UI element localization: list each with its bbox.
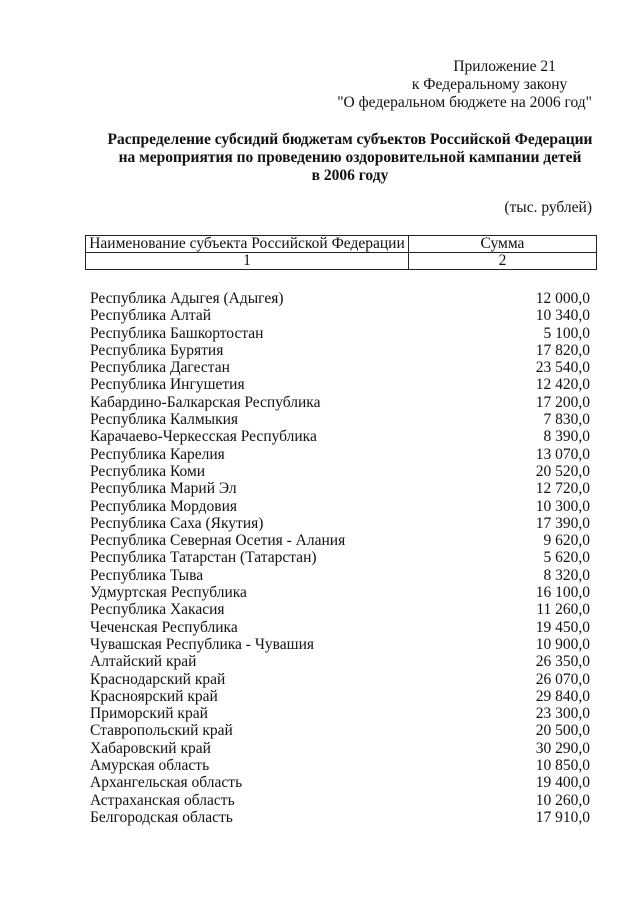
appendix-law-ref: к Федеральному закону <box>411 76 568 93</box>
table-body <box>90 290 590 826</box>
appendix-header <box>337 58 592 112</box>
table-row <box>90 671 590 688</box>
region-amount: 5 100,0 <box>543 324 590 342</box>
region-name: Белгородская область <box>90 808 233 826</box>
region-amount: 11 260,0 <box>536 601 590 619</box>
region-name: Республика Бурятия <box>90 341 224 359</box>
table-row <box>90 740 590 757</box>
region-name: Республика Саха (Якутия) <box>90 514 264 532</box>
table-row <box>90 411 590 428</box>
table-row <box>90 757 590 774</box>
region-amount: 23 300,0 <box>535 705 590 723</box>
region-amount: 23 540,0 <box>535 359 590 377</box>
column-header-name: Наименование субъекта Российской Федерации <box>86 236 409 253</box>
region-name: Республика Башкортостан <box>90 324 264 342</box>
table-row <box>90 307 590 324</box>
table-row <box>90 359 590 376</box>
region-name: Архангельская область <box>90 774 243 792</box>
region-name: Республика Алтай <box>90 307 212 325</box>
table-row <box>90 792 590 809</box>
table-row <box>90 722 590 739</box>
appendix-law-title: "О федеральном бюджете на 2006 год" <box>337 94 592 111</box>
table-row <box>90 376 590 393</box>
table-row <box>90 325 590 342</box>
document-title <box>80 131 620 185</box>
table-row <box>90 774 590 791</box>
region-name: Красноярский край <box>90 687 218 705</box>
region-name: Республика Дагестан <box>90 359 230 377</box>
region-amount: 5 620,0 <box>543 549 590 567</box>
region-name: Хабаровский край <box>90 739 211 757</box>
title-line-3: в 2006 году <box>311 167 389 184</box>
table-row <box>90 809 590 826</box>
region-amount: 17 910,0 <box>535 808 590 826</box>
table-row <box>90 636 590 653</box>
region-name: Чувашская Республика - Чувашия <box>90 635 315 653</box>
column-header-amount: Сумма <box>409 236 597 253</box>
region-amount: 17 820,0 <box>535 341 590 359</box>
region-name: Удмуртская Республика <box>90 584 247 602</box>
units-label: (тыс. рублей) <box>504 199 592 216</box>
region-name: Республика Ингушетия <box>90 376 245 394</box>
region-name: Республика Тыва <box>90 566 204 584</box>
table-row <box>90 705 590 722</box>
region-name: Республика Хакасия <box>90 601 225 619</box>
table-row <box>90 515 590 532</box>
region-name: Ставропольский край <box>90 722 233 740</box>
table-row <box>90 549 590 566</box>
region-name: Республика Коми <box>90 462 206 480</box>
region-amount: 10 900,0 <box>535 635 590 653</box>
region-amount: 13 070,0 <box>535 445 590 463</box>
table-row <box>90 653 590 670</box>
table-row <box>90 446 590 463</box>
region-amount: 12 720,0 <box>535 480 590 498</box>
region-name: Республика Марий Эл <box>90 480 237 498</box>
region-amount: 16 100,0 <box>535 584 590 602</box>
region-name: Республика Адыгея (Адыгея) <box>90 290 284 307</box>
region-amount: 12 000,0 <box>535 290 590 307</box>
table-row <box>90 567 590 584</box>
table-row <box>90 394 590 411</box>
region-name: Кабардино-Балкарская Республика <box>90 393 321 411</box>
region-amount: 8 390,0 <box>543 428 590 446</box>
appendix-number: Приложение 21 <box>453 58 556 75</box>
region-amount: 8 320,0 <box>543 566 590 584</box>
table-row <box>90 601 590 618</box>
region-name: Алтайский край <box>90 653 197 671</box>
region-name: Республика Карелия <box>90 445 225 463</box>
region-name: Республика Северная Осетия - Алания <box>90 532 346 550</box>
region-amount: 9 620,0 <box>543 532 590 550</box>
table-row <box>90 619 590 636</box>
region-amount: 17 390,0 <box>535 514 590 532</box>
region-amount: 12 420,0 <box>535 376 590 394</box>
region-amount: 7 830,0 <box>543 411 590 429</box>
table-row <box>90 584 590 601</box>
region-amount: 10 850,0 <box>535 757 590 775</box>
region-amount: 29 840,0 <box>535 687 590 705</box>
region-name: Республика Татарстан (Татарстан) <box>90 549 317 567</box>
region-name: Чеченская Республика <box>90 618 238 636</box>
column-number-2: 2 <box>409 253 597 270</box>
region-name: Астраханская область <box>90 791 235 809</box>
region-amount: 20 500,0 <box>535 722 590 740</box>
region-amount: 19 450,0 <box>535 618 590 636</box>
region-name: Амурская область <box>90 757 210 775</box>
region-name: Приморский край <box>90 705 208 723</box>
region-amount: 10 260,0 <box>535 791 590 809</box>
table-row <box>90 480 590 497</box>
region-amount: 26 070,0 <box>535 670 590 688</box>
title-line-1: Распределение субсидий бюджетам субъектов Российской Федерации <box>107 131 593 148</box>
table-row <box>90 463 590 480</box>
table-row <box>90 342 590 359</box>
table-row <box>90 428 590 445</box>
table-row <box>90 532 590 549</box>
region-amount: 10 300,0 <box>535 497 590 515</box>
title-line-2: на мероприятия по проведению оздоровительной кампании детей <box>118 149 582 166</box>
table-header <box>85 235 597 270</box>
table-row <box>90 290 590 307</box>
region-amount: 30 290,0 <box>535 739 590 757</box>
table-row <box>90 498 590 515</box>
region-name: Республика Калмыкия <box>90 411 239 429</box>
region-name: Краснодарский край <box>90 670 226 688</box>
column-number-1: 1 <box>86 253 409 270</box>
region-amount: 20 520,0 <box>535 462 590 480</box>
region-name: Республика Мордовия <box>90 497 238 515</box>
region-amount: 10 340,0 <box>535 307 590 325</box>
region-name: Карачаево-Черкесская Республика <box>90 428 317 446</box>
table-row <box>90 688 590 705</box>
region-amount: 17 200,0 <box>535 393 590 411</box>
region-amount: 26 350,0 <box>535 653 590 671</box>
region-amount: 19 400,0 <box>535 774 590 792</box>
